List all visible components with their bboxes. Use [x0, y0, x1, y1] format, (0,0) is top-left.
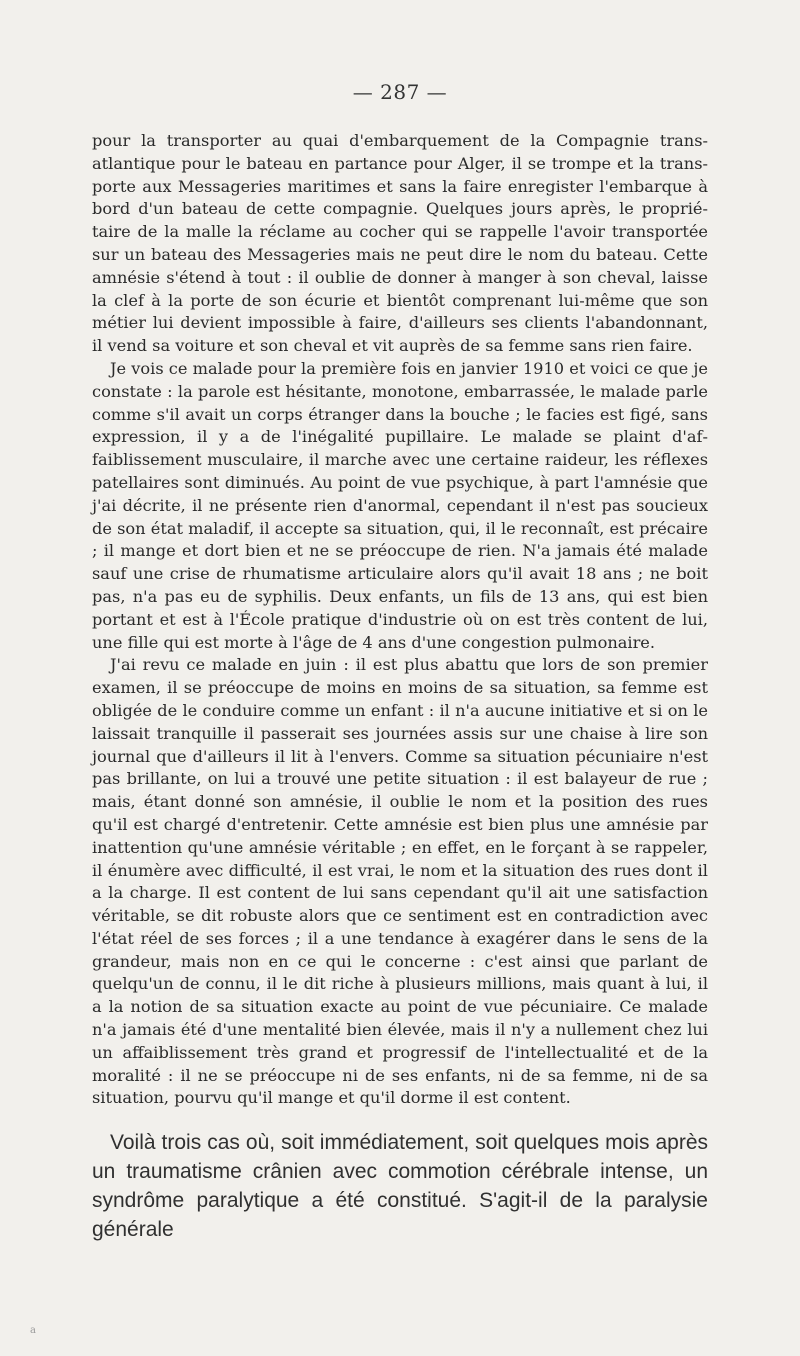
page-number: — 287 — — [352, 80, 448, 104]
case-description — [92, 130, 708, 1110]
paragraph-3: J'ai revu ce malade en juin : il est plus abattu que lors de son premier examen, il se préoccupe de moins en moins de sa situation, sa femme est obligée de le conduire comme un enfant : il n'a aucune initiative et si on le laissait tranquille il passerait ses journées assis sur une chaise à lire son journal que d'ailleurs il lit à l'envers. Comme sa situation pécuniaire n'est pas brillante, on lui a trouvé une petite situation : il est balayeur de rue ; mais, étant donné son amnésie, il oublie le nom et la position des rues qu'il est chargé d'entretenir. Cette amnésie est bien plus une amnésie par inattention qu'une amnésie véritable ; en effet, en le forçant à se rappeler, il énumère avec difficulté, il est vrai, le nom et la situation des rues dont il a la charge. Il est content de lui sans cependant qu'il ait une satisfaction véritable, se dit robuste alors que ce sentiment est en contradiction avec l'état réel de ses forces ; il a une tendance à exagérer dans le sens de la grandeur, mais non en ce qui le concerne : c'est ainsi que parlant de quelqu'un de connu, il le dit riche à plusieurs millions, mais quant à lui, il a la notion de sa situation exacte au point de vue pécuniaire. Ce malade n'a jamais été d'une mentalité bien élevée, mais il n'y a nullement chez lui un affaiblissement très grand et progressif de l'intellectualité et de la moralité : il ne se préoccupe ni de ses enfants, ni de sa femme, ni de sa situation, pourvu qu'il mange et qu'il dorme il est content. — [92, 655, 708, 1108]
paragraph-2: Je vois ce malade pour la première fois en janvier 1910 et voici ce que je constate : la parole est hésitante, monotone, embarrassée, le malade parle comme s'il avait un corps étranger dans la bouche ; le facies est figé, sans expression, il y a de l'inégalité pupillaire. Le malade se plaint d'affaiblissement musculaire, il marche avec une certaine raideur, les réflexes patellaires sont diminués. Au point de vue psychique, à part l'amnésie que j'ai décrite, il ne présente rien d'anormal, cependant il n'est pas soucieux de son état maladif, il accepte sa situation, qui, il le reconnaît, est précaire ; il mange et dort bien et ne se préoccupe de rien. N'a jamais été malade sauf une crise de rhumatisme articulaire alors qu'il avait 18 ans ; ne boit pas, n'a pas eu de syphilis. Deux enfants, un fils de 13 ans, qui est bien portant et est à l'École pratique d'industrie où on est très content de lui, une fille qui est morte à l'âge de 4 ans d'une congestion pulmonaire. — [92, 358, 708, 652]
conclusion-text — [92, 1128, 708, 1244]
corner-mark: a — [30, 1325, 36, 1336]
conclusion-paragraph: Voilà trois cas où, soit immédiatement, soit quelques mois après un traumatisme crânien avec commotion cérébrale intense, un syndrôme paralytique a été constitué. S'agit-il de la paralysie générale — [92, 1131, 708, 1242]
paragraph-1: pour la transporter au quai d'embarquement de la Compagnie transatlantique pour le bateau en partance pour Alger, il se trompe et la transporte aux Messageries maritimes et sans la faire enregister l'embarque à bord d'un bateau de cette compagnie. Quelques jours après, le propriétaire de la malle la réclame au cocher qui se rappelle l'avoir transportée sur un bateau des Messageries mais ne peut dire le nom du bateau. Cette amnésie s'étend à tout : il oublie de donner à manger à son cheval, laisse la clef à la porte de son écurie et bientôt comprenant lui-même que son métier lui devient impossible à faire, d'ailleurs ses clients l'abandonnant, il vend sa voiture et son cheval et vit auprès de sa femme sans rien faire. — [92, 131, 708, 356]
